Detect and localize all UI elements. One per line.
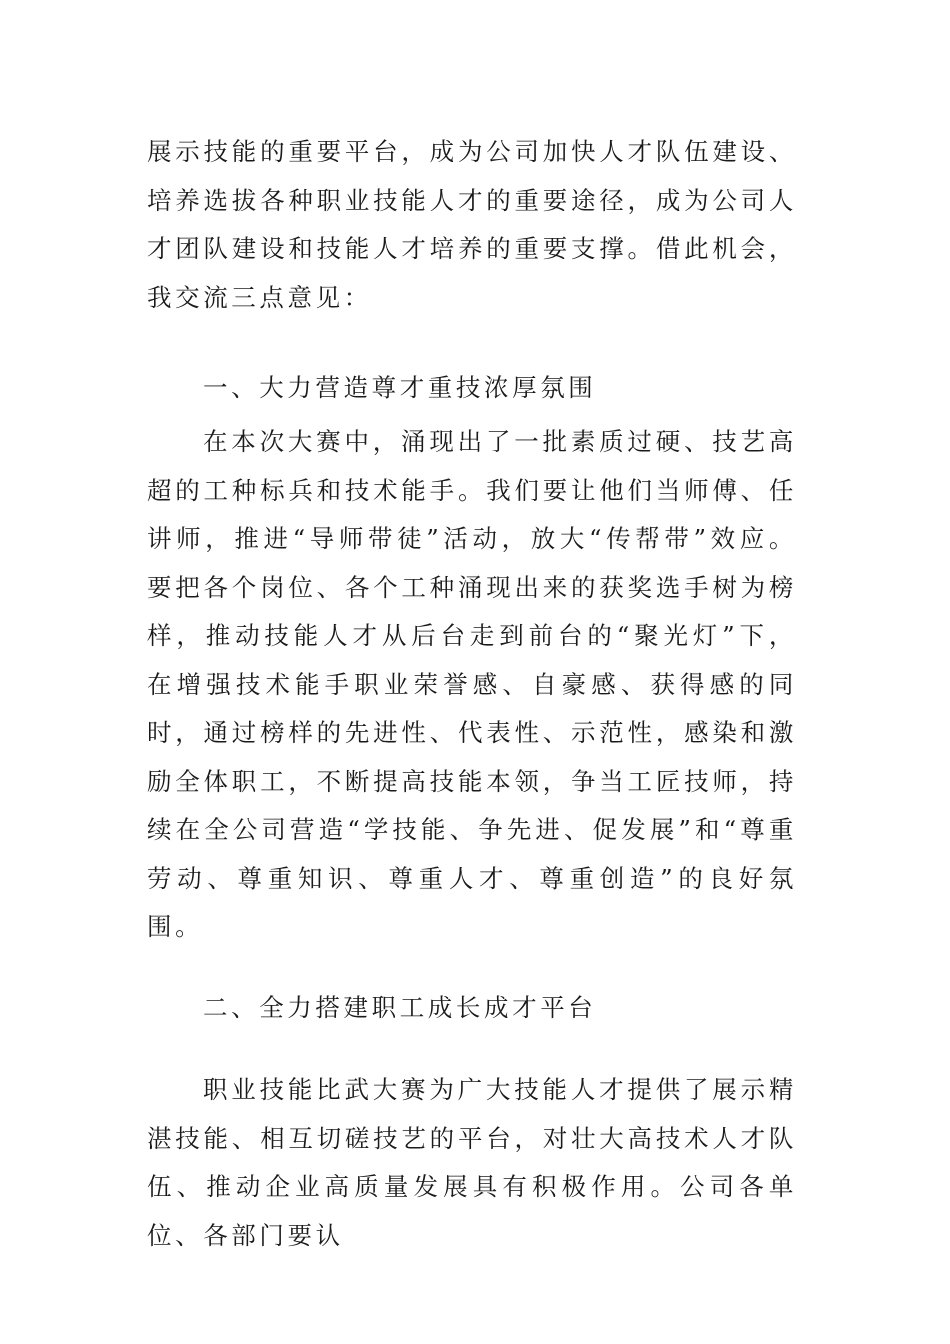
paragraph-opening: 展示技能的重要平台，成为公司加快人才队伍建设、培养选拔各种职业技能人才的重要途径，成为公司人才团队建设和技能人才培养的重要支撑。借此机会，我交流三点意见：	[147, 137, 797, 312]
section-heading-1: 一、大力营造尊才重技浓厚氛围	[203, 373, 597, 402]
paragraph-section-2: 职业技能比武大赛为广大技能人才提供了展示精湛技能、相互切磋技艺的平台，对壮大高技术人才队伍、推动企业高质量发展具有积极作用。公司各单位、各部门要认	[147, 1075, 797, 1250]
paragraph-section-1: 在本次大赛中，涌现出了一批素质过硬、技艺高超的工种标兵和技术能手。我们要让他们当师傅、任讲师，推进“导师带徒”活动，放大“传帮带”效应。要把各个岗位、各个工种涌现出来的获奖选手树为榜样，推动技能人才从后台走到前台的“聚光灯”下，在增强技术能手职业荣誉感、自豪感、获得感的同时，通过榜样的先进性、代表性、示范性，感染和激励全体职工，不断提高技能本领，争当工匠技师，持续在全公司营造“学技能、争先进、促发展”和“尊重劳动、尊重知识、尊重人才、尊重创造”的良好氛围。	[147, 427, 797, 941]
section-heading-2: 二、全力搭建职工成长成才平台	[203, 993, 597, 1022]
